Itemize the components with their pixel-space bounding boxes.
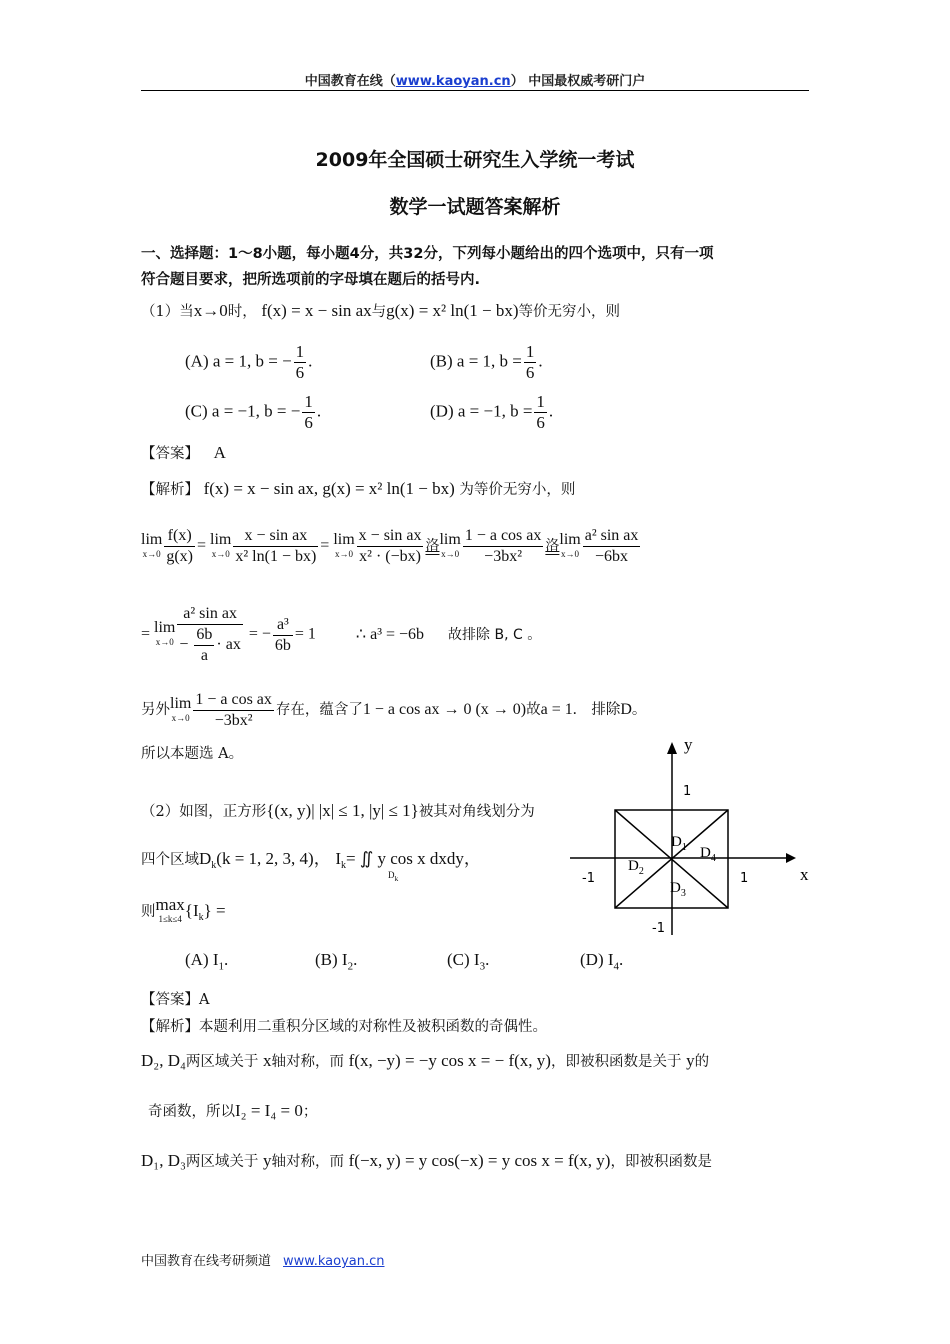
q2-analysis: 【解析】本题利用二重积分区域的对称性及被积函数的奇偶性。 — [141, 1019, 547, 1035]
luo-1: 洛 — [425, 538, 440, 555]
q1-option-d-label: (D) — [430, 401, 454, 421]
q2-stem2f: k — [340, 859, 346, 871]
q2-line2a: 奇函数，所以 — [148, 1104, 235, 1120]
eq2-mid: = − — [248, 625, 271, 643]
lim-4-word: lim — [439, 530, 461, 548]
header-rule — [141, 90, 809, 91]
q1-option-c-num: 1 — [304, 392, 313, 411]
q1-option-a[interactable]: (A) a = 1, b = − $\frac{1}{6}$ . — [185, 342, 313, 382]
lim-1-sub: x→0 — [142, 548, 161, 559]
lim-7 — [170, 694, 192, 725]
q2-option-d-label: (D) — [580, 950, 604, 969]
header-left: 中国教育在线（ — [304, 74, 396, 89]
q1-stem — [141, 300, 620, 321]
label-one-right: 1 — [740, 871, 749, 886]
frac-8-den: −3bx² — [214, 712, 253, 729]
q1-stem-b: x→0 — [193, 301, 228, 320]
header-link[interactable]: www.kaoyan.cn — [395, 74, 511, 89]
q2-max-sub: 1≤k≤4 — [158, 914, 182, 924]
q2-line3d: 轴对称，而 — [271, 1154, 345, 1170]
q2-stem2c: k — [211, 859, 217, 871]
q1-option-b-label: (B) — [430, 351, 453, 371]
q2-option-a-sub: 1 — [218, 960, 225, 973]
q2-option-a-label: (A) — [185, 950, 209, 969]
q1-analysis-label: 【解析】 — [141, 482, 199, 498]
q2-max-word: max — [155, 895, 185, 914]
q2-option-c-label: (C) — [447, 950, 470, 969]
frac-6-inner-num: 6b — [194, 625, 214, 646]
lim-4 — [439, 530, 461, 561]
q2-option-b-end: . — [353, 950, 358, 969]
label-d1: $D_1$ — [671, 834, 687, 853]
q1-stem-a: （1）当 — [141, 304, 194, 320]
section-heading-1: 一、选择题：1～8小题，每小题4分，共32分，下列每小题给出的四个选项中，只有一项 — [141, 246, 714, 262]
q2-option-b[interactable] — [315, 950, 357, 972]
q2-line1c: x — [263, 1051, 272, 1070]
q2-stem3a: 则 — [141, 904, 156, 920]
q2-line3c: y — [263, 1151, 272, 1170]
q2-stem1a: （2）如图，正方形 — [141, 804, 267, 820]
label-d3: $D_3$ — [670, 880, 686, 899]
lim-7-word: lim — [170, 694, 192, 712]
q2-stem2a: 四个区域 — [141, 852, 199, 868]
frac-6-inner — [194, 625, 214, 666]
q1-analysis-expr: f(x) = x − sin ax, g(x) = x² ln(1 − bx) — [203, 479, 455, 498]
q2-option-a[interactable] — [185, 950, 228, 972]
q1-option-c[interactable]: (C) a = −1, b = − $\frac{1}{6}$ . — [185, 392, 322, 432]
q1-answer-label: 【答案】 — [141, 446, 199, 462]
q2-line1g: y — [686, 1051, 695, 1070]
header-right: ） 中国最权威考研门户 — [510, 74, 646, 89]
q2-option-b-sub: 2 — [347, 960, 354, 973]
label-d4: $D_4$ — [700, 845, 716, 864]
lim-6-sub: x→0 — [155, 637, 174, 647]
q2-stem2b: D — [199, 849, 212, 868]
q1-stem-g: 等价无穷小，则 — [518, 304, 621, 320]
frac-6 — [177, 604, 242, 666]
q1-option-b-num: 1 — [525, 342, 535, 361]
label-d2: $D_2$ — [628, 858, 644, 877]
frac-7-den: 6b — [274, 636, 291, 654]
lim-4-sub: x→0 — [441, 548, 460, 559]
q1-equation-2: = lim x→0 a² sin ax − $\frac{6b}{a}$ · ax = − $\frac{\text{a³}}{6b}$ = 1 ∴ a³ = −6b 故排除 B, C 。 — [141, 605, 542, 664]
q2-option-d[interactable] — [580, 950, 623, 972]
q2-line1a: D₂, D₄ — [141, 1051, 186, 1070]
q1-option-b-frac — [524, 342, 537, 383]
q2-line2 — [148, 1100, 317, 1121]
q1-stem-d: f(x) = x − sin ax — [261, 301, 372, 320]
line3-tail4: D — [620, 701, 632, 719]
frac-3 — [357, 526, 424, 567]
frac-8-num: 1 − a cos ax — [193, 690, 274, 711]
label-neg-bottom: -1 — [652, 921, 665, 936]
q2-option-c-sub: 3 — [479, 960, 486, 973]
frac-2-num: x − sin ax — [233, 526, 318, 547]
q1-option-d[interactable]: (D) a = −1, b = $\frac{1}{6}$ . — [430, 392, 554, 432]
frac-5 — [583, 526, 641, 567]
q2-option-c-text: I — [473, 950, 480, 969]
q2-option-d-sub: 4 — [613, 960, 620, 973]
q2-stem2h: D — [388, 870, 395, 880]
footer-link[interactable]: www.kaoyan.cn — [283, 1254, 385, 1269]
q1-option-d-frac — [534, 392, 547, 433]
lim-6-word: lim — [154, 619, 176, 636]
lim-3-word: lim — [333, 530, 355, 548]
eq2-eq1: = 1 — [294, 625, 316, 643]
lim-5-word: lim — [559, 530, 581, 548]
q1-option-a-frac — [294, 342, 307, 383]
q2-line2c: ； — [302, 1104, 318, 1120]
lim-1-word: lim — [141, 530, 163, 548]
q2-stem1b: {(x, y)| |x| ≤ 1, |y| ≤ 1} — [266, 801, 419, 820]
q2-stem2g: = ∬ y cos x dxdy， — [345, 849, 481, 868]
q2-stem3f: } = — [203, 901, 226, 920]
q2-line1b: 两区域关于 — [185, 1054, 259, 1070]
lim-1 — [141, 530, 163, 561]
q2-option-d-end: . — [619, 950, 624, 969]
q2-option-c[interactable] — [447, 950, 489, 972]
frac-1-den: g(x) — [166, 548, 193, 565]
eq2-exclude: 故排除 B, C 。 — [448, 626, 542, 643]
eq2-therefore: ∴ a³ = −6b — [355, 625, 425, 643]
q1-option-c-frac — [302, 392, 315, 433]
y-axis-arrow — [667, 742, 677, 754]
q1-option-b[interactable]: (B) a = 1, b = $\frac{1}{6}$ . — [430, 342, 543, 382]
frac-4 — [463, 526, 544, 567]
section-heading-2: 符合题目要求，把所选项前的字母填在题后的括号内. — [141, 272, 481, 288]
lim-3 — [333, 530, 355, 561]
q1-option-d-text: a = −1, b = — [457, 401, 533, 421]
q2-line1h: 的 — [694, 1054, 710, 1070]
lim-5-sub: x→0 — [561, 548, 580, 559]
frac-6-num: a² sin ax — [177, 604, 242, 625]
q1-answer-value: A — [213, 443, 226, 462]
q2-stem2e: I — [335, 849, 341, 868]
lim-7-sub: x→0 — [171, 712, 190, 723]
lim-6 — [154, 621, 175, 649]
line3-tail2: a = 1. — [540, 701, 577, 719]
frac-1 — [164, 526, 195, 567]
frac-4-num: 1 − a cos ax — [463, 526, 544, 547]
q2-line1 — [141, 1050, 709, 1071]
q1-option-c-text: a = −1, b = − — [211, 401, 301, 421]
line3-pre: 另外 — [141, 702, 170, 719]
q1-option-c-den: 6 — [304, 413, 313, 432]
q2-option-a-end: . — [224, 950, 229, 969]
frac-6-den: − $\frac{6b}{a}$ · ax — [179, 626, 241, 664]
q2-stem1c: 被其对角线划分为 — [418, 804, 535, 820]
q2-max — [155, 895, 185, 926]
q1-stem-c: 时， — [227, 304, 257, 320]
frac-6-inner-den: a — [200, 647, 208, 664]
q2-line1d: 轴对称，而 — [271, 1054, 345, 1070]
q1-option-a-label: (A) — [185, 351, 209, 371]
q1-equation-1: lim x→0 $\frac{f(x)}{g(x)}$ = lim x→0 $\frac{\text{x − sin ax}}{\text{x² ln(1 − bx)}}$ = lim x→0 $\frac{\text{x − sin ax}}{\text{x² · (−bx)}}$ 洛lim x→0 $\frac{\text{1 − a cos ax}}{\text{−3bx²}}$ 洛lim x→0 $\frac{\text{a² sin ax}}{-6bx}$ — [141, 527, 639, 565]
frac-6-tail: · ax — [216, 636, 241, 654]
q2-option-b-label: (B) — [315, 950, 338, 969]
q1-option-d-num: 1 — [536, 392, 545, 411]
q1-option-a-num: 1 — [295, 342, 305, 361]
frac-1-num: f(x) — [164, 526, 195, 547]
q1-line3 — [141, 690, 646, 731]
frac-4-den: −3bx² — [484, 548, 522, 565]
q1-analysis — [141, 478, 575, 499]
q2-line3f: ，即被积函数是 — [610, 1154, 712, 1170]
q2-option-b-text: I — [341, 950, 348, 969]
q2-stem3e: k — [198, 911, 204, 923]
q2-answer: 【答案】A — [141, 992, 210, 1008]
q2-line3a: D₁, D₃ — [141, 1151, 186, 1170]
q2-line3e: f(−x, y) = y cos(−x) = y cos x = f(x, y) — [348, 1151, 611, 1170]
doc-title: 2009年全国硕士研究生入学统一考试 — [315, 149, 635, 171]
q2-line1e: f(x, −y) = −y cos x = − f(x, y) — [348, 1051, 551, 1070]
frac-7-num: a³ — [273, 615, 293, 636]
region-figure — [560, 730, 820, 940]
frac-7 — [273, 615, 293, 656]
q2-line3 — [141, 1150, 712, 1171]
q2-line3b: 两区域关于 — [185, 1154, 259, 1170]
page-header — [0, 70, 950, 89]
q1-stem-f: g(x) = x² ln(1 − bx) — [386, 301, 519, 320]
line3-expr: 1 − a cos ax → 0 (x → 0) — [362, 701, 527, 719]
q2-line1f: ，即被积函数是关于 — [550, 1054, 682, 1070]
label-one-top: 1 — [683, 784, 692, 799]
footer-text: 中国教育在线考研频道 — [141, 1254, 272, 1269]
q2-stem-1 — [141, 800, 535, 821]
x-label: x — [800, 865, 809, 884]
q2-line2b: I₂ = I₄ = 0 — [235, 1101, 303, 1120]
frac-5-den: −6bx — [595, 548, 629, 565]
line3-tail5: 。 — [631, 702, 647, 719]
x-axis-arrow — [786, 853, 796, 863]
q2-stem3d: {I — [184, 901, 199, 920]
frac-2 — [233, 526, 318, 567]
line3-tail1: 故 — [526, 702, 541, 719]
q1-option-b-text: a = 1, b = — [456, 351, 522, 371]
q2-stem2i: k — [394, 873, 399, 883]
q1-option-a-text: a = 1, b = − — [212, 351, 292, 371]
doc-subtitle: 数学一试题答案解析 — [389, 196, 561, 218]
q2-stem-3 — [141, 895, 226, 926]
label-neg-left: -1 — [582, 871, 595, 886]
line3-tail3: 排除 — [591, 702, 621, 719]
q1-option-c-label: (C) — [185, 401, 208, 421]
q2-option-d-text: I — [607, 950, 614, 969]
q2-stem-2 — [141, 844, 481, 871]
lim-3-sub: x→0 — [335, 548, 353, 559]
lim-2-sub: x→0 — [211, 548, 230, 559]
line3-mid: 存在，蕴含了 — [275, 702, 363, 719]
q1-answer — [141, 442, 226, 463]
q1-option-b-den: 6 — [525, 363, 535, 382]
lim-2 — [210, 530, 232, 561]
q2-option-c-end: . — [485, 950, 490, 969]
y-label: y — [684, 735, 693, 754]
q1-line4: 所以本题选 A。 — [141, 746, 244, 762]
lim-5 — [559, 530, 581, 561]
page-footer — [141, 1250, 385, 1269]
q1-analysis-tail: 为等价无穷小，则 — [459, 482, 576, 498]
q2-integral-domain — [388, 870, 398, 883]
lim-2-word: lim — [210, 530, 232, 548]
luo-2: 洛 — [545, 538, 560, 555]
frac-3-den: x² · (−bx) — [359, 548, 421, 565]
frac-3-num: x − sin ax — [357, 526, 424, 547]
q1-option-d-den: 6 — [536, 413, 545, 432]
frac-5-num: a² sin ax — [583, 526, 641, 547]
q2-option-a-text: I — [212, 950, 219, 969]
q2-stem2d: (k = 1, 2, 3, 4)， — [216, 849, 331, 868]
q1-option-a-den: 6 — [295, 363, 305, 382]
frac-8 — [193, 690, 274, 731]
frac-2-den: x² ln(1 − bx) — [235, 548, 317, 565]
q1-stem-e: 与 — [371, 304, 387, 320]
